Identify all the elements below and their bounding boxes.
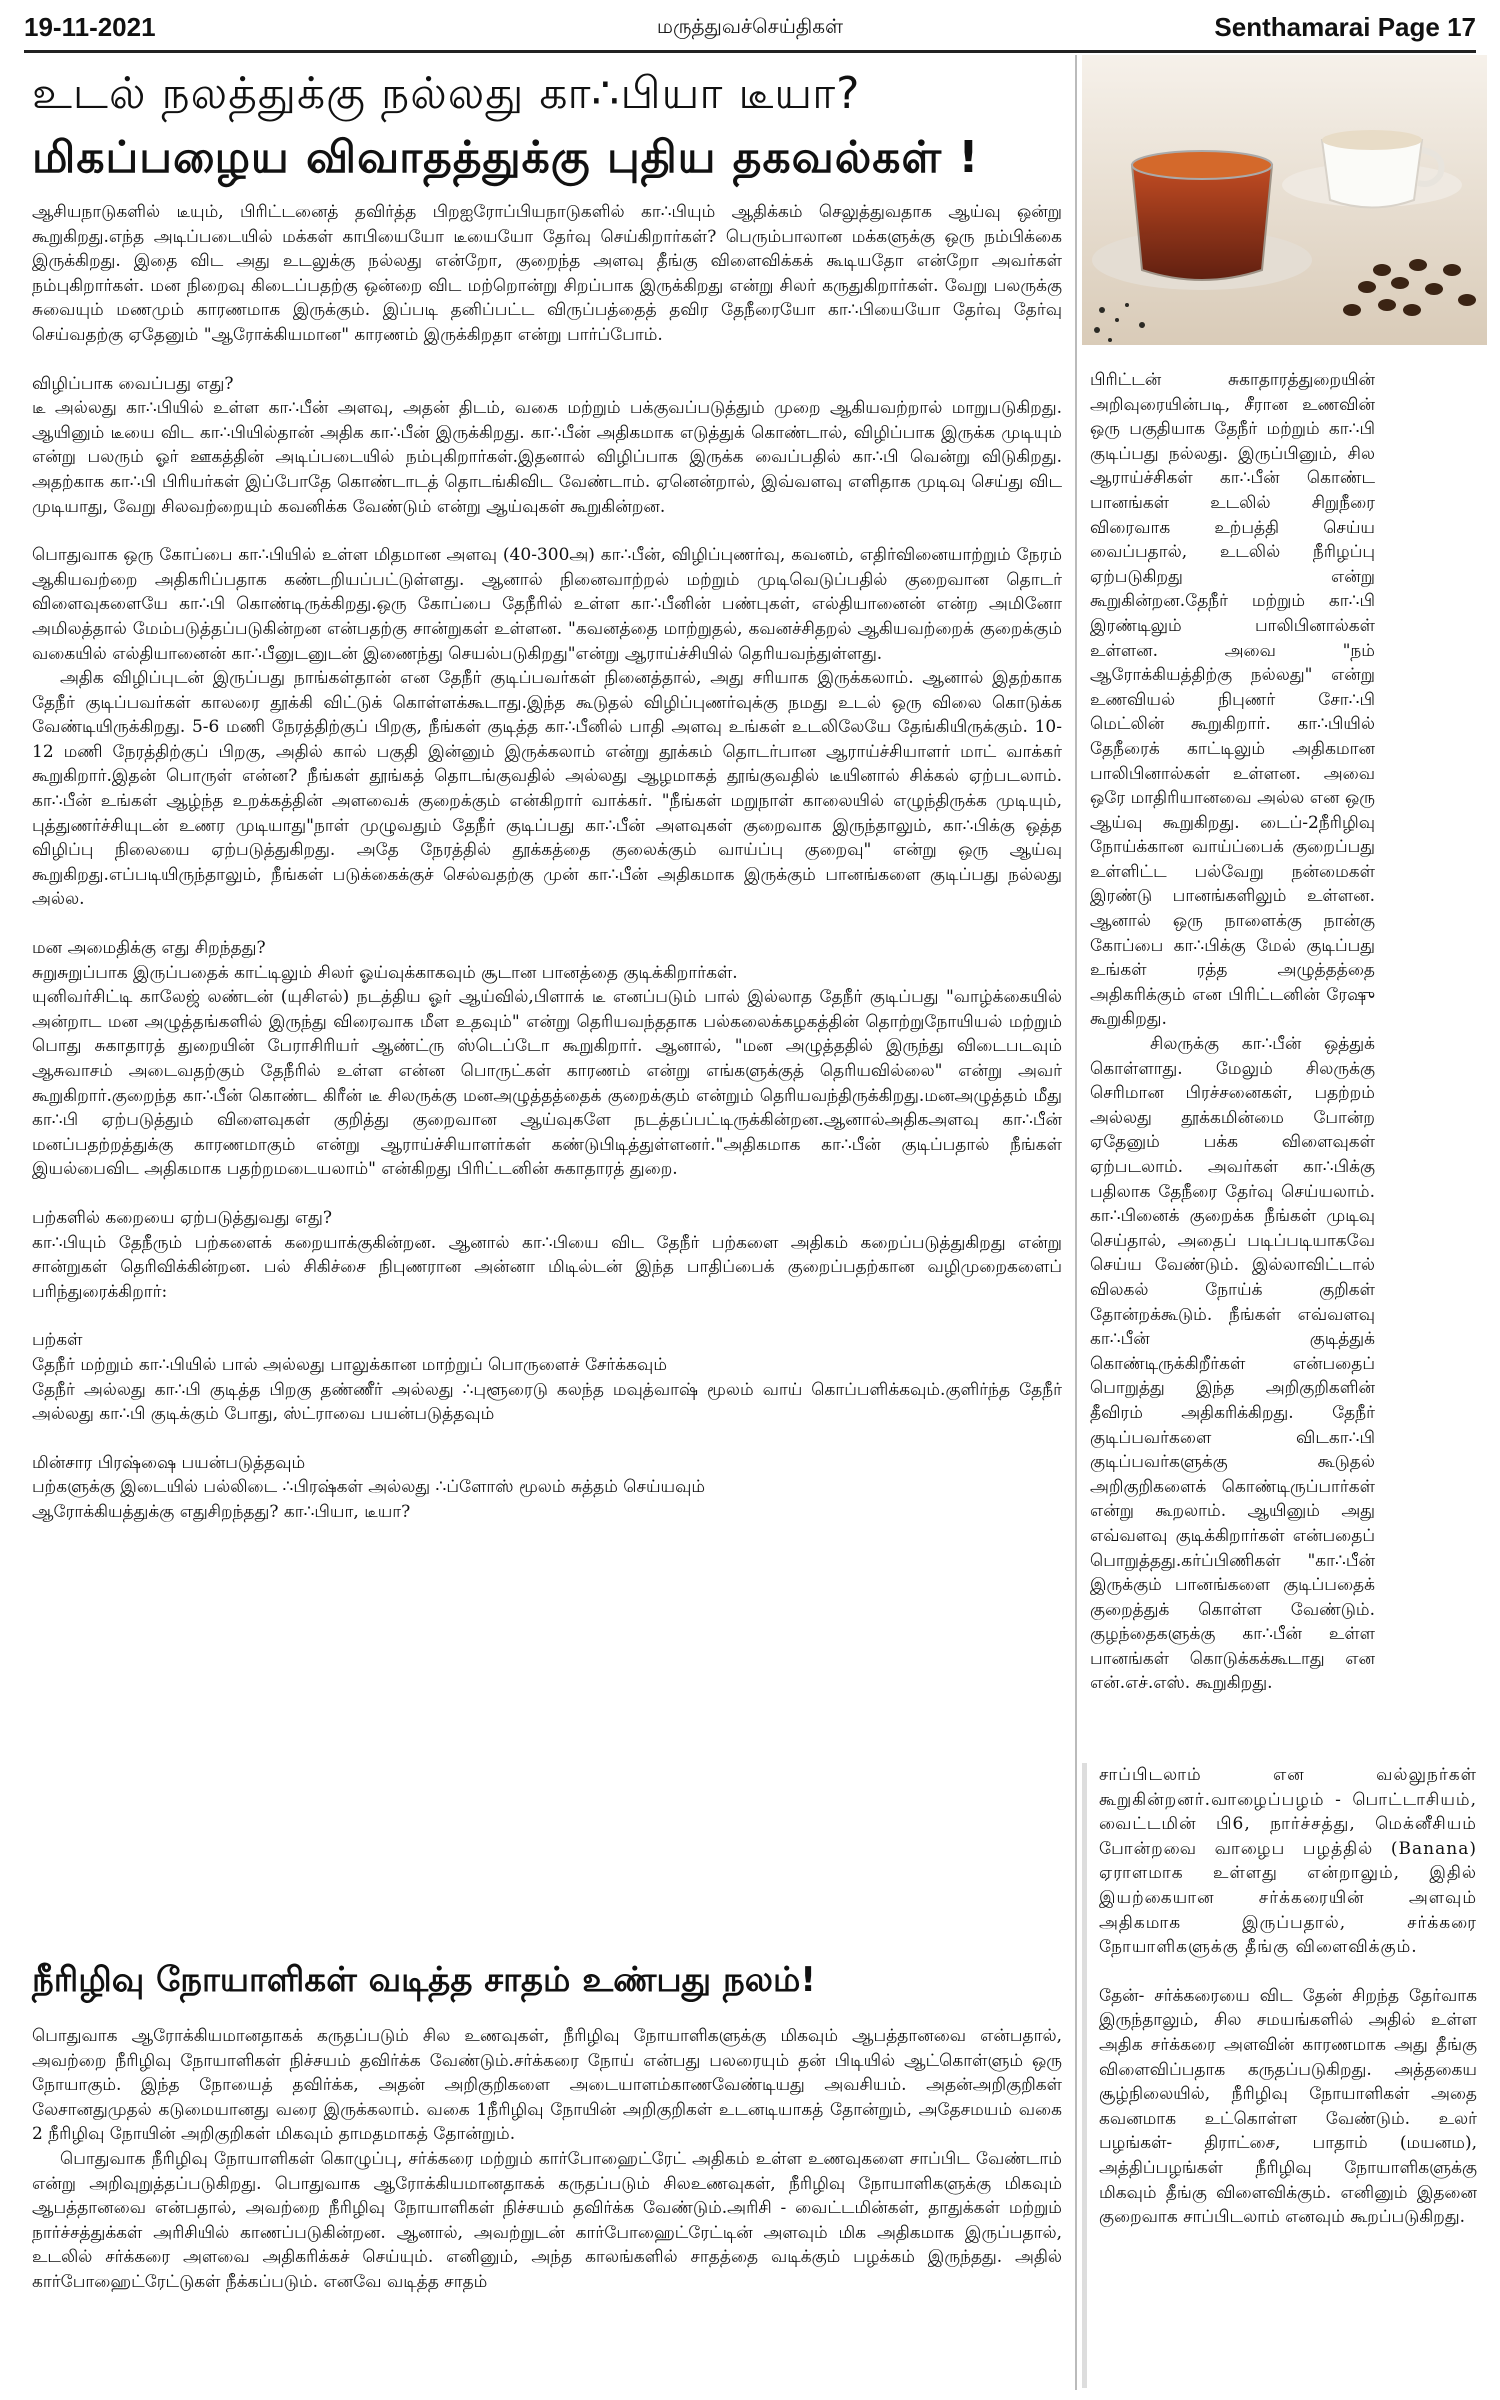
list-item: தேநீர் அல்லது கா∴பி குடித்த பிறகு தண்ணீர் அல்லது ∴புளூரைடு கலந்த மவுத்வாஷ் மூலம் வாய் கொப்பளிக்கவும்.குளிர்ந்த தேநீர் அல்லது கா∴பி குடிக்கும் போது, ஸ்ட்ராவை பயன்படுத்தவும் xyxy=(32,1379,1062,1425)
tea-coffee-photo xyxy=(1082,55,1487,345)
list-item: ஆரோக்கியத்துக்கு எதுசிறந்தது? கா∴பியா, டீயா? xyxy=(32,1501,411,1522)
section-title: மருத்துவச்செய்திகள் xyxy=(656,14,844,38)
subheading: விழிப்பாக வைப்பது எது? xyxy=(32,373,234,394)
issue-date: 19-11-2021 xyxy=(24,12,156,42)
second-article-body xyxy=(32,2024,1062,2295)
paper-and-page: Senthamarai Page 17 xyxy=(1214,12,1476,42)
list-item: தேநீர் மற்றும் கா∴பியில் பால் அல்லது பாலுக்கான மாற்றுப் பொருளைச் சேர்க்கவும் xyxy=(32,1354,668,1375)
sidebar-paragraph: சாப்பிடலாம் என வல்லுநர்கள் கூறுகின்றனர்.வாழைப்பழம் - பொட்டாசியம், வைட்டமின் பி6, நார்ச்சத்து, மெக்னீசியம் போன்றவை வாழைப பழத்தில் (Banana) ஏராளமாக உள்ளது என்றாலும், இதில் இயற்கையான சர்க்கரையின் அளவும் அதிகமாக இருப்பதால், சர்க்கரை நோயாளிகளுக்கு தீங்கு விளைவிக்கும். xyxy=(1099,1765,1477,1958)
page-header xyxy=(24,8,1476,53)
sidebar-paragraph: தேன்- சர்க்கரையை விட தேன் சிறந்த தேர்வாக இருந்தாலும், சில சமயங்களில் அதில் உள்ள அதிக சர்க்கரை அளவின் காரணமாக அது தீங்கு விளைவிப்பதாக கருதப்படுகிறது. அத்தகைய சூழ்நிலையில், நீரிழிவு நோயாளிகள் அதை கவனமாக உட்கொள்ள வேண்டும். உலர் பழங்கள்- திராட்சை, பாதாம் (மயனம), அத்திப்பழங்கள் நீரிழிவு நோயாளிகளுக்கு மிகவும் தீங்கு விளைவிக்கும். எனினும் இதனை குறைவாக சாப்பிடலாம் எனவும் கூறப்படுகிறது. xyxy=(1099,1985,1477,2228)
sidebar-paragraph: பிரிட்டன் சுகாதாரத்துறையின் அறிவுரையின்படி, சீரான உணவின் ஒரு பகுதியாக தேநீர் மற்றும் கா∴பி குடிப்பது நல்லது. இருப்பினும், சில ஆராய்ச்சிகள் கா∴பீன் கொண்ட பானங்கள் உடலில் சிறுநீரை விரைவாக உற்பத்தி செய்ய வைப்பதால், உடலில் நீரிழப்பு ஏற்படுகிறது என்று கூறுகின்றன.தேநீர் மற்றும் கா∴பி இரண்டிலும் பாலிபினால்கள் உள்ளன. அவை "நம் ஆரோக்கியத்திற்கு நல்லது" என்று உணவியல் நிபுணர் சோ∴பி மெட்லின் கூறுகிறார். கா∴பியில் தேநீரைக் காட்டிலும் அதிகமான பாலிபினால்கள் உள்ளன. அவை ஒரே மாதிரியானவை அல்ல என ஒரு ஆய்வு கூறுகிறது. டைப்-2நீரிழிவு நோய்க்கான வாய்ப்பைக் குறைப்பது உள்ளிட்ட பல்வேறு நன்மைகள் இரண்டு பானங்களிலும் உள்ளன. ஆனால் ஒரு நாளைக்கு நான்கு கோப்பை கா∴பிக்கு மேல் குடிப்பது உங்கள் ரத்த அழுத்தத்தை அதிகரிக்கும் என பிரிட்டனின் ரேஷு கூறுகிறது. xyxy=(1090,370,1375,1030)
article-paragraph: ஆசியநாடுகளில் டீயும், பிரிட்டனைத் தவிர்த்த பிறஐரோப்பியநாடுகளில் கா∴பியும் ஆதிக்கம் செலுத்துவதாக ஆய்வு ஒன்று கூறுகிறது.எந்த அடிப்படையில் மக்கள் காபியையோ டீயையோ தேர்வு செய்கிறார்கள்? பெரும்பாலான மக்களுக்கு ஒரு நம்பிக்கை இருக்கிறது. இதை விட அது உடலுக்கு நல்லது என்றோ, குறைந்த அளவு தீங்கு விளைவிக்கக் கூடியதோ என்றோ அவர்கள் நம்புகிறார்கள். மன நிறைவு கிடைப்பதற்கு ஒன்றை விட மற்றொன்று சிறப்பாக இருக்கிறது என்று சிலர் கருதுகிறார்கள். வேறு பலருக்கு சுவையும் மணமும் காரணமாக இருக்கும். இப்படி தனிப்பட்ட விருப்பத்தைத் தவிர தேநீரையோ கா∴பியையோ தேர்வு தேர்வு செய்வதற்கு ஏதேனும் "ஆரோக்கியமான" காரணம் இருக்கிறதா என்று பார்ப்போம். xyxy=(32,202,1062,345)
sidebar-continuation-box xyxy=(1082,1763,1477,2388)
subheading: பற்களில் கறையை ஏற்படுத்துவது எது? xyxy=(32,1207,332,1228)
list-item: மின்சார பிரஷ்ஷை பயன்படுத்தவும் xyxy=(32,1452,306,1473)
article-paragraph: பொதுவாக ஆரோக்கியமானதாகக் கருதப்படும் சில உணவுகள், நீரிழிவு நோயாளிகளுக்கு மிகவும் ஆபத்தானவை என்பதால், அவற்றை நீரிழிவு நோயாளிகள் நிச்சயம் தவிர்க்க வேண்டும்.சர்க்கரை நோய் என்பது பலரையும் தன் பிடியில் ஆட்கொள்ளும் ஒரு நோயாகும். இந்த நோயைத் தவிர்க்க, அதன் அறிகுறிகளை அடையாளம்காணவேண்டியது அவசியம். அதன்அறிகுறிகள் லேசானதுமுதல் கடுமையானது வரை இருக்கலாம். வகை 1நீரிழிவு நோயின் அறிகுறிகள் உடனடியாகத் தோன்றும், அதேசமயம் வகை 2 நீரிழிவு நோயின் அறிகுறிகள் மிகவும் தாமதமாகத் தோன்றும். xyxy=(32,2026,1062,2145)
list-item: பற்களுக்கு இடையில் பல்லிடை ∴பிரஷ்கள் அல்லது ∴ப்ளோஸ் மூலம் சுத்தம் செய்யவும் xyxy=(32,1477,706,1498)
subheading: மன அமைதிக்கு எது சிறந்தது? xyxy=(32,938,266,959)
article-paragraph: சுறுசுறுப்பாக இருப்பதைக் காட்டிலும் சிலர் ஓய்வுக்காகவும் சூடான பானத்தை குடிக்கிறார்கள். xyxy=(32,962,738,983)
second-article-headline: நீரிழிவு நோயாளிகள் வடித்த சாதம் உண்பது நலம்! xyxy=(32,1960,816,2000)
article-paragraph: டீ அல்லது கா∴பியில் உள்ள கா∴பீன் அளவு, அதன் திடம், வகை மற்றும் பக்குவப்படுத்தும் முறை ஆகியவற்றால் மாறுபடுகிறது. ஆயினும் டீயை விட கா∴பியில்தான் அதிக கா∴பீன் இருக்கிறது. கா∴பீன் அதிகமாக எடுத்துக் கொண்டால், விழிப்பாக இருக்க முடியும் என்று பலரும் ஓர் ஊகத்தின் அடிப்படையில் நம்புகிறார்கள்.இதனால் விழிப்பாக இருக்க வைப்பதில் கா∴பி வென்று விடுகிறது. அதற்காக கா∴பி பிரியர்கள் இப்போதே கொண்டாடத் தொடங்கிவிட வேண்டாம். ஏனென்றால், இவ்வளவு எளிதாக முடிவு செய்து விட முடியாது, வேறு சிலவற்றையும் கவனிக்க வேண்டும் என்று ஆய்வுகள் கூறுகின்றன. xyxy=(32,398,1062,517)
headline-line-1: உடல் நலத்துக்கு நல்லது கா∴பியா டீயா? xyxy=(32,68,861,119)
article-paragraph: கா∴பியும் தேநீரும் பற்களைக் கறையாக்குகின்றன. ஆனால் கா∴பியை விட தேநீர் பற்களை அதிகம் கறைப்படுத்துகிறது என்று சான்றுகள் தெரிவிக்கின்றன. பல் சிகிச்சை நிபுணரான அன்னா மிடில்டன் இந்த பாதிப்பைக் குறைப்பதற்கான வழிமுறைகளைப் பரிந்துரைக்கிறார்: xyxy=(32,1232,1062,1302)
tea-and-coffee-cups-photo-icon xyxy=(1082,55,1487,345)
subheading: பற்கள் xyxy=(32,1330,83,1351)
sidebar-paragraph: சிலருக்கு கா∴பீன் ஒத்துக் கொள்ளாது. மேலும் சிலருக்கு செரிமான பிரச்சனைகள், பதற்றம் அல்லது தூக்கமின்மை போன்ற ஏதேனும் பக்க விளைவுகள் ஏற்படலாம். அவர்கள் கா∴பிக்கு பதிலாக தேநீரை தேர்வு செய்யலாம். கா∴பினைக் குறைக்க நீங்கள் முடிவு செய்தால், அதைப் படிப்படியாகவே செய்ய வேண்டும். இல்லாவிட்டால் விலகல் நோய்க் குறிகள் தோன்றக்கூடும். நீங்கள் எவ்வளவு கா∴பீன் குடித்துக் கொண்டிருக்கிறீர்கள் என்பதைப் பொறுத்து இந்த அறிகுறிகளின் தீவிரம் அதிகரிக்கிறது. தேநீர் குடிப்பவர்களை விடகா∴பி குடிப்பவர்களுக்கு கூடுதல் அறிகுறிகளைக் கொண்டிருப்பார்கள் என்று கூறலாம். ஆயினும் அது எவ்வளவு குடிக்கிறார்கள் என்பதைப் பொறுத்தது.கர்ப்பிணிகள் "கா∴பீன் இருக்கும் பானங்களை குடிப்பதைக் குறைத்துக் கொள்ள வேண்டும். குழந்தைகளுக்கு கா∴பீன் உள்ள பானங்கள் கொடுக்கக்கூடாது என என்.எச்.எஸ். கூறுகிறது. xyxy=(1090,1034,1375,1694)
article-body xyxy=(32,200,1062,1525)
sidebar-column xyxy=(1090,368,1375,1696)
article-paragraph: யுனிவர்சிட்டி காலேஜ் லண்டன் (யுசிஎல்) நடத்திய ஓர் ஆய்வில்,பிளாக் டீ எனப்படும் பால் இல்லாத தேநீர் குடிப்பது "வாழ்க்கையில் அன்றாட மன அழுத்தங்களில் இருந்து விரைவாக மீள உதவும்" என்று தெரியவந்ததாக பல்கலைக்கழகத்தின் தொற்றுநோயியல் மற்றும் பொது சுகாதாரத் துறையின் பேராசிரியர் ஆண்ட்ரு ஸ்டெப்டோ கூறுகிறார். ஆனால், "மன அழுத்ததில் இருந்து விடைபடவும் ஆசுவாசம் அடைவதற்கும் தேநீரில் உள்ள என்ன பொருட்கள் காரணம் என்று எங்களுக்குத் தெரியவில்லை" என்று அவர் கூறுகிறார்.குறைந்த கா∴பீன் கொண்ட கிரீன் டீ சிலருக்கு மனஅழுத்தத்தைக் குறைக்கும் என்றும் தெரியவந்திருக்கிறது.மனஅழுத்தம் மீது கா∴பி ஏற்படுத்தும் விளைவுகள் குறித்து குறைவான ஆய்வுகளே நடத்தப்பட்டிருக்கின்றன.ஆனால்அதிகஅளவு கா∴பீன் மனப்பதற்றத்துக்கு காரணமாகும் என்று ஆராய்ச்சியாளர்கள் கண்டுபிடித்துள்ளனர்."அதிகமாக கா∴பீன் குடிப்பதால் நீங்கள் இயல்பைவிட அதிகமாக பதற்றமடையலாம்" என்கிறது பிரிட்டனின் சுகாதாரத் துறை. xyxy=(32,987,1062,1180)
headline-line-2: மிகப்பழைய விவாதத்துக்கு புதிய தகவல்கள் ! xyxy=(32,132,980,183)
article-paragraph: பொதுவாக நீரிழிவு நோயாளிகள் கொழுப்பு, சர்க்கரை மற்றும் கார்போஹைட்ரேட் அதிகம் உள்ள உணவுகளை சாப்பிட வேண்டாம் என்று அறிவுறுத்தப்படுகிறது. பொதுவாக ஆரோக்கியமானதாகக் கருதப்படும் சிலஉணவுகள், நீரிழிவு நோயாளிகளுக்கு மிகவும் ஆபத்தானவை என்பதால், அவற்றை நீரிழிவு நோயாளிகள் நிச்சயம் தவிர்க்க வேண்டும்.அரிசி - வைட்டமின்கள், தாதுக்கள் மற்றும் நார்ச்சத்துக்கள் அரிசியில் காணப்படுகின்றன. ஆனால், அவற்றுடன் கார்போஹைட்ரேட்டின் அளவும் மிக அதிகமாக இருப்பதால், உடலில் சர்க்கரை அளவை அதிகரிக்கச் செய்யும். எனினும், அந்த காலங்களில் சாதத்தை வடிக்கும் பழக்கம் இருந்தது. அதில் கார்போஹைட்ரேட்டுகள் நீக்கப்படும். எனவே வடித்த சாதம் xyxy=(32,2148,1062,2292)
article-paragraph: அதிக விழிப்புடன் இருப்பது நாங்கள்தான் என தேநீர் குடிப்பவர்கள் நினைத்தால், அது சரியாக இருக்கலாம். ஆனால் இதற்காக தேநீர் குடிப்பவர்கள் காலரை தூக்கி விட்டுக் கொள்ளக்கூடாது.இந்த கூடுதல் விழிப்புணர்வுக்கு நமது உடல் ஒரு விலை கொடுக்க வேண்டியிருக்கிறது. 5-6 மணி நேரத்திற்குப் பிறகு, நீங்கள் குடித்த கா∴பீனில் பாதி அளவு உங்கள் உடலிலேயே தேங்கியிருக்கும். 10-12 மணி நேரத்திற்குப் பிறகு, அதில் கால் பகுதி இன்னும் இருக்கலாம் என்று தூக்கம் தொடர்பான ஆராய்ச்சியாளர் மாட் வாக்கர் கூறுகிறார்.இதன் பொருள் என்ன? நீங்கள் தூங்கத் தொடங்குவதில் அல்லது ஆழமாகத் தூங்குவதில் டீயினால் சிக்கல் ஏற்படலாம். கா∴பீன் உங்கள் ஆழ்ந்த உறக்கத்தின் அளவைக் குறைக்கும் என்கிறார் வாக்கர். "நீங்கள் மறுநாள் காலையில் எழுந்திருக்க முடியும், புத்துணர்ச்சியுடன் உணர முடியாது"நாள் முழுவதும் தேநீர் குடிப்பது கா∴பீன் அளவுகள் குறைவாக இருந்தாலும், கா∴பிக்கு ஒத்த விழிப்பு நிலையை ஏற்படுத்துகிறது. அதே நேரத்தில் தூக்கத்தை குலைக்கும் வாய்ப்பு குறைவு" என்று ஒரு ஆய்வு கூறுகிறது.எப்படியிருந்தாலும், நீங்கள் படுக்கைக்குச் செல்வதற்கு முன் கா∴பீன் அதிகமாக இருக்கும் பானங்களை குடிப்பது நல்லது அல்ல. xyxy=(32,668,1062,910)
column-divider xyxy=(1075,55,1077,2390)
article-headline xyxy=(32,62,1062,190)
article-paragraph: பொதுவாக ஒரு கோப்பை கா∴பியில் உள்ள மிதமான அளவு (40-300அ) கா∴பீன், விழிப்புணர்வு, கவனம், எதிர்வினையாற்றும் நேரம் ஆகியவற்றை அதிகரிப்பதாக கண்டறியப்பட்டுள்ளது. ஆனால் நினைவாற்றல் மற்றும் முடிவெடுப்பதில் குறைவான தொடர் விளைவுகளையே கா∴பி கொண்டிருக்கிறது.ஒரு கோப்பை தேநீரில் உள்ள கா∴பீனின் பண்புகள், எல்தியானைன் என்ற அமினோ அமிலத்தால் மேம்படுத்தப்படுகின்றன என்பதற்கு சான்றுகள் உள்ளன. "கவனத்தை மாற்றுதல், கவனச்சிதறல் ஆகியவற்றைக் குறைக்கும் வகையில் எல்தியானைன் கா∴பீனுடனுடன் இணைந்து செயல்படுகிறது"என்று ஆராய்ச்சியில் தெரியவந்துள்ளது. xyxy=(32,545,1062,664)
